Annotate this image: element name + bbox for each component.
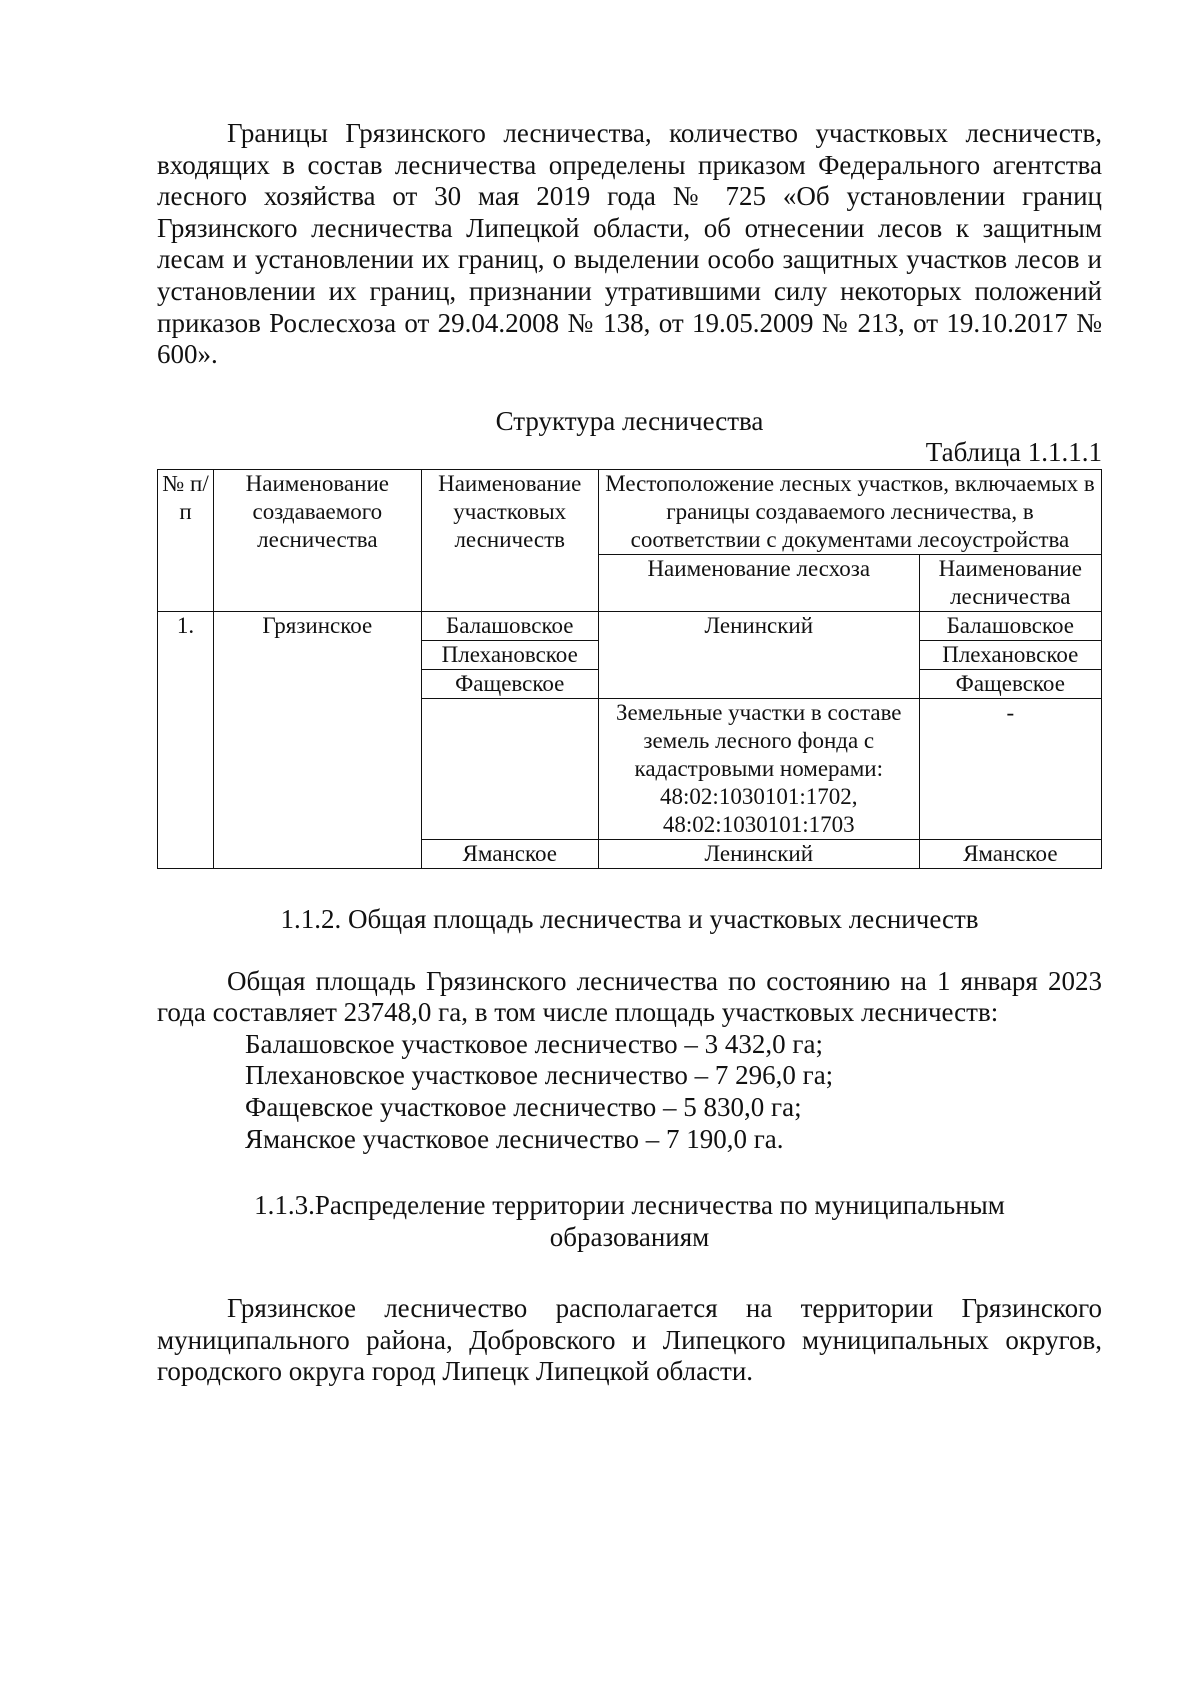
document-page — [157, 118, 1102, 1388]
forestry-cell: Фащевское — [919, 669, 1101, 698]
table-label: Таблица 1.1.1.1 — [925, 437, 1102, 468]
header-num: № п/п — [158, 469, 214, 611]
section-112-title: 1.1.2. Общая площадь лесничества и участковых лесничеств — [280, 903, 979, 934]
forestry-value: Грязинское — [214, 611, 421, 868]
area-list-item: Яманское участковое лесничество – 7 190,0 га. — [245, 1123, 784, 1154]
municipal-paragraph: Грязинское лесничество располагается на территории Грязинского муниципального района, Добровского и Липецкого муниципальных округов, городского округа город Липецк Липецкой области. — [157, 1293, 1102, 1387]
leskhoz-cell: Земельные участки в составе земель лесного фонда с кадастровыми номерами: 48:02:1030101:1702, 48:02:1030101:1703 — [598, 698, 919, 839]
district-cell: Яманское — [421, 839, 598, 868]
intro-paragraph: Границы Грязинского лесничества, количество участковых лесничеств, входящих в состав лесничества определены приказом Федерального агентства лесного хозяйства от 30 мая 2019 года № 725 «Об установлении границ Грязинского лесничества Липецкой области, об отнесении лесов к защитным лесам и установлении их границ, о выделении особо защитных участков лесов и установлении их границ, признании утратившими силу некоторых положений приказов Рослесхоза от 29.04.2008 № 138, от 19.05.2009 № 213, от 19.10.2017 № 600». — [157, 118, 1102, 370]
area-paragraph: Общая площадь Грязинского лесничества по состоянию на 1 января 2023 года составляет 23748,0 га, в том числе площадь участковых лесничеств: — [157, 965, 1102, 1028]
section-113-title-line1: 1.1.3.Распределение территории лесничества по муниципальным — [254, 1190, 1005, 1221]
forestry-cell: Яманское — [919, 839, 1101, 868]
header-forestry: Наименование лесничества — [919, 554, 1101, 611]
area-list-item: Балашовское участковое лесничество – 3 432,0 га; — [245, 1028, 823, 1059]
leskhoz-cell: Ленинский — [598, 611, 919, 698]
district-cell: Балашовское — [421, 611, 598, 640]
section-113-title — [157, 1190, 1102, 1253]
header-forestry-name: Наименование создаваемого лесничества — [214, 469, 421, 611]
forestry-cell: Плехановское — [919, 640, 1101, 669]
forestry-cell: Балашовское — [919, 611, 1101, 640]
header-district-name: Наименование участковых лесничеств — [421, 469, 598, 611]
header-location: Местоположение лесных участков, включаемых в границы создаваемого лесничества, в соответствии с документами лесоустройства — [598, 469, 1101, 554]
table-header-row — [158, 469, 1102, 554]
district-cell: Плехановское — [421, 640, 598, 669]
leskhoz-cell: Ленинский — [598, 839, 919, 868]
header-leskhoz: Наименование лесхоза — [598, 554, 919, 611]
row-number: 1. — [158, 611, 214, 868]
district-cell: Фащевское — [421, 669, 598, 698]
forestry-cell: - — [919, 698, 1101, 839]
district-cell — [421, 698, 598, 839]
forestry-structure-table — [157, 469, 1102, 869]
area-list-item: Плехановское участковое лесничество – 7 296,0 га; — [245, 1060, 834, 1091]
structure-title: Структура лесничества — [495, 405, 764, 436]
section-113-title-line2: образованиям — [549, 1221, 710, 1252]
table-row — [158, 611, 1102, 640]
area-list-item: Фащевское участковое лесничество – 5 830,0 га; — [245, 1091, 802, 1122]
